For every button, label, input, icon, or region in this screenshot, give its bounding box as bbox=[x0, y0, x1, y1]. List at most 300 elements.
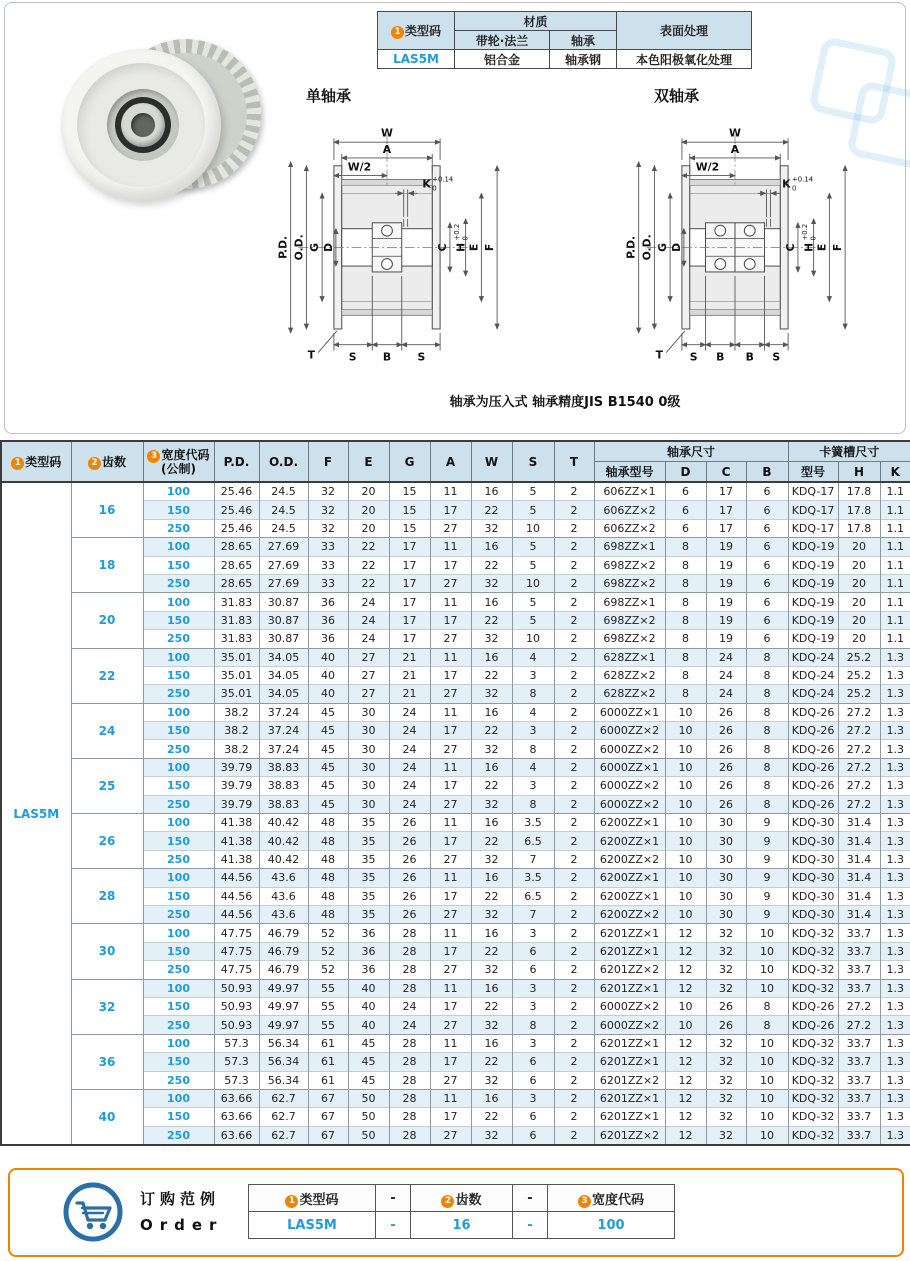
cell-pd: 35.01 bbox=[214, 666, 259, 684]
cell-k: 1.3 bbox=[880, 758, 910, 776]
cell-w: 32 bbox=[471, 685, 512, 703]
svg-text:H: H bbox=[454, 242, 468, 252]
cell-t: 2 bbox=[554, 777, 594, 795]
cell-s: 3 bbox=[512, 722, 554, 740]
cell-a: 17 bbox=[430, 832, 471, 850]
single-bearing-diagram bbox=[237, 95, 537, 385]
svg-text:O.D.: O.D. bbox=[640, 234, 654, 261]
cell-g: 28 bbox=[389, 924, 430, 942]
info-value-type-code: LAS5M bbox=[378, 50, 455, 69]
col-header-h: H bbox=[838, 462, 880, 483]
cell-c: 26 bbox=[706, 997, 746, 1015]
cell-width-code: 100 bbox=[143, 869, 214, 887]
cell-f: 45 bbox=[308, 703, 348, 721]
cell-d: 12 bbox=[665, 942, 706, 960]
cell-t: 2 bbox=[554, 593, 594, 611]
cell-ring: KDQ-19 bbox=[788, 574, 838, 592]
cell-s: 6.5 bbox=[512, 887, 554, 905]
cell-ring: KDQ-30 bbox=[788, 832, 838, 850]
cell-t: 2 bbox=[554, 1126, 594, 1145]
cell-d: 8 bbox=[665, 538, 706, 556]
cell-d: 6 bbox=[665, 519, 706, 537]
cell-ring: KDQ-30 bbox=[788, 869, 838, 887]
cell-w: 22 bbox=[471, 501, 512, 519]
cell-b: 6 bbox=[746, 519, 788, 537]
cell-e: 22 bbox=[348, 538, 389, 556]
cell-pd: 28.65 bbox=[214, 556, 259, 574]
cell-od: 24.5 bbox=[259, 501, 308, 519]
cell-width-code: 150 bbox=[143, 501, 214, 519]
cell-k: 1.3 bbox=[880, 832, 910, 850]
svg-text:D: D bbox=[669, 242, 683, 252]
cell-bearing: 6000ZZ×2 bbox=[594, 795, 665, 813]
double-bearing-diagram bbox=[585, 95, 885, 385]
cell-width-code: 250 bbox=[143, 850, 214, 868]
cell-k: 1.1 bbox=[880, 501, 910, 519]
cell-k: 1.3 bbox=[880, 703, 910, 721]
cell-a: 17 bbox=[430, 666, 471, 684]
cell-od: 24.5 bbox=[259, 482, 308, 501]
cell-bearing: 698ZZ×1 bbox=[594, 538, 665, 556]
col-group-snap-ring: 卡簧槽尺寸 bbox=[788, 441, 910, 462]
cell-s: 6 bbox=[512, 961, 554, 979]
cell-h: 33.7 bbox=[838, 961, 880, 979]
cell-od: 34.05 bbox=[259, 685, 308, 703]
order-dash: - bbox=[376, 1185, 411, 1212]
col-header-a: A bbox=[430, 441, 471, 482]
cell-e: 22 bbox=[348, 556, 389, 574]
cell-k: 1.3 bbox=[880, 795, 910, 813]
cell-t: 2 bbox=[554, 961, 594, 979]
cell-f: 61 bbox=[308, 1071, 348, 1089]
cell-width-code: 150 bbox=[143, 832, 214, 850]
cell-h: 17.8 bbox=[838, 519, 880, 537]
cell-b: 10 bbox=[746, 1089, 788, 1107]
cell-ring: KDQ-17 bbox=[788, 482, 838, 501]
svg-text:T: T bbox=[307, 348, 315, 362]
cell-h: 25.2 bbox=[838, 648, 880, 666]
cell-f: 48 bbox=[308, 850, 348, 868]
cell-k: 1.3 bbox=[880, 685, 910, 703]
cell-w: 22 bbox=[471, 832, 512, 850]
cell-ring: KDQ-24 bbox=[788, 648, 838, 666]
cell-t: 2 bbox=[554, 758, 594, 776]
svg-text:W/2: W/2 bbox=[347, 160, 372, 174]
cell-e: 24 bbox=[348, 611, 389, 629]
cell-w: 22 bbox=[471, 722, 512, 740]
cell-g: 21 bbox=[389, 685, 430, 703]
cell-g: 26 bbox=[389, 887, 430, 905]
cell-od: 34.05 bbox=[259, 648, 308, 666]
cell-s: 3 bbox=[512, 997, 554, 1015]
cell-od: 43.6 bbox=[259, 905, 308, 923]
cell-od: 30.87 bbox=[259, 611, 308, 629]
cell-pd: 35.01 bbox=[214, 648, 259, 666]
spec-table-body bbox=[1, 482, 910, 1145]
svg-text:T: T bbox=[655, 348, 663, 362]
cell-s: 7 bbox=[512, 850, 554, 868]
cell-c: 26 bbox=[706, 722, 746, 740]
cell-teeth: 30 bbox=[71, 924, 143, 979]
cell-t: 2 bbox=[554, 979, 594, 997]
cell-c: 32 bbox=[706, 961, 746, 979]
cell-k: 1.3 bbox=[880, 1108, 910, 1126]
cell-a: 27 bbox=[430, 630, 471, 648]
cell-width-code: 150 bbox=[143, 666, 214, 684]
cell-width-code: 100 bbox=[143, 703, 214, 721]
cell-width-code: 150 bbox=[143, 942, 214, 960]
cell-pd: 63.66 bbox=[214, 1089, 259, 1107]
cell-od: 62.7 bbox=[259, 1089, 308, 1107]
cell-width-code: 250 bbox=[143, 519, 214, 537]
cell-t: 2 bbox=[554, 905, 594, 923]
cell-h: 31.4 bbox=[838, 814, 880, 832]
cell-e: 40 bbox=[348, 979, 389, 997]
cell-c: 26 bbox=[706, 777, 746, 795]
cell-a: 11 bbox=[430, 869, 471, 887]
cell-ring: KDQ-30 bbox=[788, 814, 838, 832]
cell-h: 20 bbox=[838, 538, 880, 556]
cell-w: 32 bbox=[471, 905, 512, 923]
cell-h: 27.2 bbox=[838, 777, 880, 795]
cell-t: 2 bbox=[554, 832, 594, 850]
cell-ring: KDQ-24 bbox=[788, 685, 838, 703]
cell-t: 2 bbox=[554, 814, 594, 832]
cell-w: 32 bbox=[471, 740, 512, 758]
svg-text:0: 0 bbox=[461, 236, 470, 241]
cell-g: 28 bbox=[389, 1108, 430, 1126]
cell-od: 46.79 bbox=[259, 924, 308, 942]
cell-c: 30 bbox=[706, 832, 746, 850]
cell-od: 49.97 bbox=[259, 1016, 308, 1034]
cell-k: 1.3 bbox=[880, 979, 910, 997]
cell-bearing: 6000ZZ×1 bbox=[594, 703, 665, 721]
cell-f: 55 bbox=[308, 1016, 348, 1034]
cell-c: 19 bbox=[706, 538, 746, 556]
cell-f: 45 bbox=[308, 795, 348, 813]
cell-f: 48 bbox=[308, 869, 348, 887]
cell-e: 22 bbox=[348, 574, 389, 592]
cell-ring: KDQ-26 bbox=[788, 758, 838, 776]
cell-k: 1.3 bbox=[880, 869, 910, 887]
cell-s: 5 bbox=[512, 611, 554, 629]
cell-b: 9 bbox=[746, 869, 788, 887]
table-row bbox=[1, 538, 910, 556]
cell-a: 17 bbox=[430, 997, 471, 1015]
cell-width-code: 150 bbox=[143, 887, 214, 905]
cell-w: 16 bbox=[471, 924, 512, 942]
cell-od: 43.6 bbox=[259, 887, 308, 905]
cell-e: 20 bbox=[348, 482, 389, 501]
cell-w: 16 bbox=[471, 1034, 512, 1052]
cell-f: 36 bbox=[308, 611, 348, 629]
material-info-table bbox=[377, 11, 752, 69]
cell-g: 26 bbox=[389, 850, 430, 868]
cell-a: 17 bbox=[430, 1053, 471, 1071]
cell-h: 27.2 bbox=[838, 795, 880, 813]
cell-b: 8 bbox=[746, 758, 788, 776]
cell-h: 31.4 bbox=[838, 850, 880, 868]
cell-e: 45 bbox=[348, 1053, 389, 1071]
cell-ring: KDQ-19 bbox=[788, 556, 838, 574]
order-header-type-code: 1 类型码 bbox=[249, 1185, 376, 1212]
cell-a: 17 bbox=[430, 942, 471, 960]
cell-k: 1.1 bbox=[880, 630, 910, 648]
cell-f: 61 bbox=[308, 1053, 348, 1071]
badge-1-icon: 1 bbox=[285, 1195, 298, 1208]
cell-bearing: 6200ZZ×1 bbox=[594, 832, 665, 850]
cell-b: 6 bbox=[746, 556, 788, 574]
cell-h: 27.2 bbox=[838, 997, 880, 1015]
cell-w: 32 bbox=[471, 961, 512, 979]
cell-od: 27.69 bbox=[259, 538, 308, 556]
cell-width-code: 100 bbox=[143, 482, 214, 501]
cell-ring: KDQ-19 bbox=[788, 593, 838, 611]
cell-ring: KDQ-17 bbox=[788, 519, 838, 537]
cell-s: 6 bbox=[512, 942, 554, 960]
svg-text:E: E bbox=[815, 243, 829, 252]
cell-pd: 44.56 bbox=[214, 887, 259, 905]
cell-b: 6 bbox=[746, 630, 788, 648]
cell-ring: KDQ-32 bbox=[788, 1108, 838, 1126]
cart-icon bbox=[62, 1181, 124, 1243]
cell-t: 2 bbox=[554, 1053, 594, 1071]
cell-e: 35 bbox=[348, 814, 389, 832]
col-header-e: E bbox=[348, 441, 389, 482]
cell-f: 52 bbox=[308, 942, 348, 960]
svg-text:C: C bbox=[435, 243, 449, 252]
cell-f: 45 bbox=[308, 740, 348, 758]
cell-f: 40 bbox=[308, 648, 348, 666]
drawing-double-bearing bbox=[585, 81, 890, 381]
cell-od: 27.69 bbox=[259, 574, 308, 592]
cell-f: 40 bbox=[308, 666, 348, 684]
cell-k: 1.1 bbox=[880, 611, 910, 629]
col-header-c: C bbox=[706, 462, 746, 483]
cell-pd: 31.83 bbox=[214, 611, 259, 629]
cell-b: 8 bbox=[746, 703, 788, 721]
cell-f: 33 bbox=[308, 556, 348, 574]
cell-teeth: 25 bbox=[71, 758, 143, 813]
cell-h: 33.7 bbox=[838, 1034, 880, 1052]
cell-teeth: 26 bbox=[71, 814, 143, 869]
cell-width-code: 250 bbox=[143, 1016, 214, 1034]
cell-e: 30 bbox=[348, 795, 389, 813]
cell-h: 25.2 bbox=[838, 666, 880, 684]
cell-od: 30.87 bbox=[259, 593, 308, 611]
cell-a: 17 bbox=[430, 611, 471, 629]
cell-b: 10 bbox=[746, 942, 788, 960]
cell-g: 24 bbox=[389, 758, 430, 776]
cell-bearing: 6201ZZ×1 bbox=[594, 1108, 665, 1126]
cell-bearing: 628ZZ×2 bbox=[594, 685, 665, 703]
cell-teeth: 20 bbox=[71, 593, 143, 648]
cell-bearing: 698ZZ×2 bbox=[594, 630, 665, 648]
cell-width-code: 150 bbox=[143, 777, 214, 795]
cell-pd: 41.38 bbox=[214, 850, 259, 868]
cell-b: 8 bbox=[746, 722, 788, 740]
cell-width-code: 250 bbox=[143, 574, 214, 592]
cell-k: 1.1 bbox=[880, 574, 910, 592]
cell-w: 22 bbox=[471, 887, 512, 905]
cell-t: 2 bbox=[554, 538, 594, 556]
cell-b: 10 bbox=[746, 1108, 788, 1126]
cell-c: 26 bbox=[706, 795, 746, 813]
badge-3-icon: 3 bbox=[147, 450, 160, 463]
cell-c: 32 bbox=[706, 1108, 746, 1126]
table-row bbox=[1, 703, 910, 721]
cell-t: 2 bbox=[554, 648, 594, 666]
cell-g: 28 bbox=[389, 1034, 430, 1052]
svg-text:A: A bbox=[382, 143, 392, 156]
cell-width-code: 150 bbox=[143, 722, 214, 740]
cell-ring: KDQ-19 bbox=[788, 630, 838, 648]
order-example-table bbox=[248, 1184, 675, 1239]
cell-k: 1.3 bbox=[880, 722, 910, 740]
cell-t: 2 bbox=[554, 887, 594, 905]
cell-w: 32 bbox=[471, 1071, 512, 1089]
cell-h: 17.8 bbox=[838, 482, 880, 501]
cell-bearing: 6201ZZ×2 bbox=[594, 961, 665, 979]
cell-ring: KDQ-19 bbox=[788, 538, 838, 556]
cell-k: 1.3 bbox=[880, 1089, 910, 1107]
order-value-teeth: 16 bbox=[411, 1212, 513, 1239]
cell-c: 30 bbox=[706, 850, 746, 868]
cell-s: 3 bbox=[512, 666, 554, 684]
cell-e: 45 bbox=[348, 1034, 389, 1052]
cell-s: 10 bbox=[512, 519, 554, 537]
svg-text:S: S bbox=[348, 350, 357, 364]
cell-e: 30 bbox=[348, 722, 389, 740]
cell-type-code: LAS5M bbox=[1, 482, 71, 1145]
cell-width-code: 100 bbox=[143, 1089, 214, 1107]
svg-text:0: 0 bbox=[792, 184, 797, 193]
cell-ring: KDQ-19 bbox=[788, 611, 838, 629]
cell-bearing: 606ZZ×2 bbox=[594, 519, 665, 537]
cell-s: 8 bbox=[512, 685, 554, 703]
cell-b: 10 bbox=[746, 924, 788, 942]
cell-w: 22 bbox=[471, 997, 512, 1015]
cell-width-code: 250 bbox=[143, 1071, 214, 1089]
cell-h: 33.7 bbox=[838, 1053, 880, 1071]
cell-s: 8 bbox=[512, 740, 554, 758]
svg-text:P.D.: P.D. bbox=[624, 235, 638, 259]
cell-c: 32 bbox=[706, 1071, 746, 1089]
cell-e: 35 bbox=[348, 832, 389, 850]
cell-t: 2 bbox=[554, 630, 594, 648]
cell-k: 1.1 bbox=[880, 593, 910, 611]
info-header-type-code-label: 类型码 bbox=[404, 24, 441, 38]
cell-c: 26 bbox=[706, 758, 746, 776]
cell-s: 3.5 bbox=[512, 814, 554, 832]
cell-g: 28 bbox=[389, 1053, 430, 1071]
cell-a: 11 bbox=[430, 703, 471, 721]
order-section bbox=[8, 1168, 904, 1257]
cell-bearing: 6000ZZ×2 bbox=[594, 1016, 665, 1034]
cell-ring: KDQ-26 bbox=[788, 997, 838, 1015]
cell-d: 6 bbox=[665, 501, 706, 519]
cell-a: 11 bbox=[430, 924, 471, 942]
cell-f: 67 bbox=[308, 1126, 348, 1145]
cell-c: 19 bbox=[706, 611, 746, 629]
col-group-bearing: 轴承尺寸 bbox=[594, 441, 788, 462]
cell-e: 30 bbox=[348, 758, 389, 776]
cell-f: 61 bbox=[308, 1034, 348, 1052]
cell-b: 8 bbox=[746, 795, 788, 813]
info-value-bearing-material: 轴承钢 bbox=[550, 50, 617, 69]
cell-ring: KDQ-26 bbox=[788, 777, 838, 795]
cell-d: 10 bbox=[665, 869, 706, 887]
cell-b: 9 bbox=[746, 887, 788, 905]
cell-d: 12 bbox=[665, 924, 706, 942]
cell-h: 33.7 bbox=[838, 942, 880, 960]
cell-h: 33.7 bbox=[838, 1071, 880, 1089]
cell-g: 24 bbox=[389, 795, 430, 813]
cell-s: 4 bbox=[512, 758, 554, 776]
cell-bearing: 6000ZZ×1 bbox=[594, 758, 665, 776]
order-value-width-code: 100 bbox=[548, 1212, 675, 1239]
cell-s: 3 bbox=[512, 1034, 554, 1052]
info-header-material: 材质 bbox=[455, 12, 617, 31]
cell-pd: 41.38 bbox=[214, 814, 259, 832]
cell-bearing: 6201ZZ×2 bbox=[594, 1071, 665, 1089]
svg-text:B: B bbox=[716, 350, 725, 364]
cell-b: 10 bbox=[746, 1126, 788, 1145]
table-row bbox=[1, 1034, 910, 1052]
svg-text:F: F bbox=[831, 243, 845, 252]
cell-d: 6 bbox=[665, 482, 706, 501]
cell-bearing: 698ZZ×2 bbox=[594, 574, 665, 592]
svg-text:K: K bbox=[782, 177, 791, 191]
cell-ring: KDQ-24 bbox=[788, 666, 838, 684]
cell-od: 40.42 bbox=[259, 814, 308, 832]
cell-od: 38.83 bbox=[259, 758, 308, 776]
cell-w: 22 bbox=[471, 666, 512, 684]
cell-g: 15 bbox=[389, 482, 430, 501]
cell-b: 6 bbox=[746, 611, 788, 629]
cell-s: 4 bbox=[512, 648, 554, 666]
cell-pd: 50.93 bbox=[214, 1016, 259, 1034]
cell-od: 46.79 bbox=[259, 961, 308, 979]
cell-g: 17 bbox=[389, 593, 430, 611]
badge-2-icon: 2 bbox=[88, 457, 101, 470]
cell-ring: KDQ-26 bbox=[788, 722, 838, 740]
cell-bearing: 6000ZZ×2 bbox=[594, 997, 665, 1015]
order-dash: - bbox=[513, 1185, 548, 1212]
cell-b: 10 bbox=[746, 979, 788, 997]
cell-e: 36 bbox=[348, 961, 389, 979]
cell-t: 2 bbox=[554, 556, 594, 574]
pulley-cross-section bbox=[299, 134, 476, 329]
cell-b: 6 bbox=[746, 593, 788, 611]
cell-w: 22 bbox=[471, 942, 512, 960]
cell-c: 17 bbox=[706, 501, 746, 519]
cell-g: 28 bbox=[389, 1089, 430, 1107]
cell-w: 22 bbox=[471, 1053, 512, 1071]
cell-w: 22 bbox=[471, 777, 512, 795]
cell-c: 26 bbox=[706, 1016, 746, 1034]
col-header-bearing-model: 轴承型号 bbox=[594, 462, 665, 483]
table-row bbox=[1, 1089, 910, 1107]
cell-pd: 35.01 bbox=[214, 685, 259, 703]
cell-bearing: 628ZZ×2 bbox=[594, 666, 665, 684]
cell-e: 20 bbox=[348, 501, 389, 519]
col-header-w: W bbox=[471, 441, 512, 482]
cell-d: 10 bbox=[665, 887, 706, 905]
cell-a: 11 bbox=[430, 814, 471, 832]
cell-d: 10 bbox=[665, 850, 706, 868]
cell-g: 24 bbox=[389, 997, 430, 1015]
